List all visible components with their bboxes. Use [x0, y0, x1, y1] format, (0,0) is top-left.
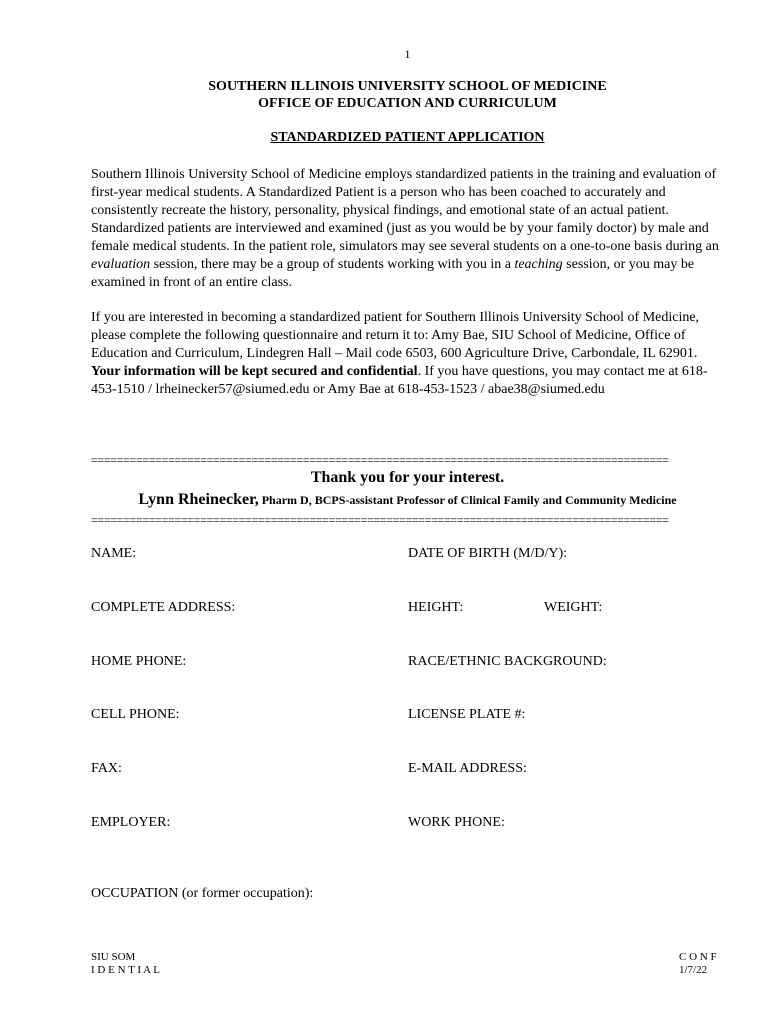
- footer-left: [91, 951, 160, 977]
- divider-top: ==========================================================================================: [91, 453, 669, 467]
- home-phone-label: HOME PHONE:: [91, 654, 187, 669]
- header-institution: SOUTHERN ILLINOIS UNIVERSITY SCHOOL OF MEDICINE: [208, 79, 607, 94]
- signature-line: [0, 491, 770, 509]
- employer-label: EMPLOYER:: [91, 815, 171, 830]
- intro-text-3: session, or you may be examined in front of an entire class.: [91, 257, 695, 290]
- intro-emphasis-teaching: teaching: [514, 257, 563, 272]
- contact-paragraph: [91, 309, 725, 399]
- footer-right: [679, 951, 717, 977]
- occupation-label: OCCUPATION (or former occupation):: [91, 886, 314, 901]
- weight-label: WEIGHT:: [544, 600, 603, 615]
- confidentiality-notice: Your information will be kept secured and confidential: [91, 364, 418, 379]
- race-label: RACE/ETHNIC BACKGROUND:: [408, 654, 607, 669]
- document-header: [0, 78, 770, 112]
- contact-text-2: . If you have questions, you may contact me at 618-453-1510 / lrheinecker57@siumed.edu or Amy Bae at 618-453-1523 / abae38@siumed.edu: [91, 364, 708, 397]
- signature-title: Pharm D, BCPS-assistant Professor of Clinical Family and Community Medicine: [258, 493, 677, 507]
- page-number: 1: [404, 47, 411, 61]
- footer-org: SIU SOM: [91, 951, 136, 963]
- intro-text-1: Southern Illinois University School of Medicine employs standardized patients in the training and evaluation of first-year medical students. A Standardized Patient is a person who has been coached to accurately and consistently recreate the history, personality, physical findings, and emotional state of an actual patient. Standardized patients are interviewed and examined (just as you would be by your family doctor) by male and female medical students. In the patient role, simulators may see several students on a one-to-one basis during an: [91, 167, 719, 254]
- license-plate-label: LICENSE PLATE #:: [408, 707, 526, 722]
- intro-emphasis-evaluation: evaluation: [91, 257, 151, 272]
- intro-text-2: session, there may be a group of students working with you in a: [150, 257, 515, 272]
- contact-text-1: If you are interested in becoming a standardized patient for Southern Illinois University School of Medicine, please complete the following questionnaire and return it to: Amy Bae, SIU School of Medicine, Office of Education and Curriculum, Lindegren Hall – Mail code 6503, 600 Agriculture Drive, Carbondale, IL 62901.: [91, 310, 700, 361]
- fax-label: FAX:: [91, 761, 122, 776]
- thank-you-heading: Thank you for your interest.: [310, 469, 505, 486]
- address-label: COMPLETE ADDRESS:: [91, 600, 236, 615]
- height-label: HEIGHT:: [408, 600, 464, 615]
- page-title: STANDARDIZED PATIENT APPLICATION: [270, 130, 545, 145]
- cell-phone-label: CELL PHONE:: [91, 707, 180, 722]
- signature-name: Lynn Rheinecker,: [138, 491, 259, 508]
- name-label: NAME:: [91, 546, 137, 561]
- footer-confidential-part2: I D E N T I A L: [91, 964, 160, 976]
- email-label: E-MAIL ADDRESS:: [408, 761, 527, 776]
- footer-confidential-part1: C O N F: [679, 951, 717, 963]
- footer-date: 1/7/22: [679, 964, 708, 976]
- dob-label: DATE OF BIRTH (M/D/Y):: [408, 546, 567, 561]
- divider-bottom: ==========================================================================================: [91, 513, 669, 527]
- header-office: OFFICE OF EDUCATION AND CURRICULUM: [258, 96, 557, 111]
- work-phone-label: WORK PHONE:: [408, 815, 505, 830]
- intro-paragraph: [91, 166, 725, 292]
